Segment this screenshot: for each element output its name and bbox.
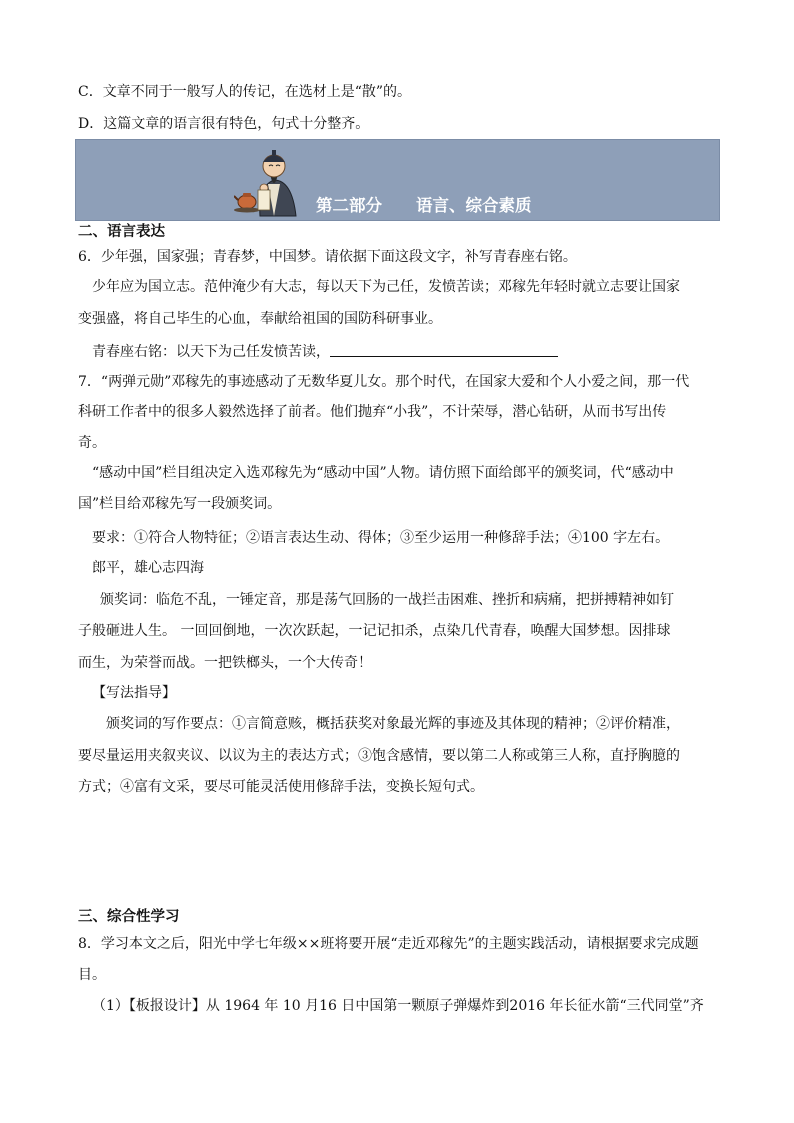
question-8-sub-1: （1）【板报设计】从 1964 年 10 月16 日中国第一颗原子弹爆炸到2016 年长征水箭“三代同堂”齐 — [92, 998, 704, 1014]
section-heading-language: 二、语言表达 — [78, 224, 165, 240]
motto-prompt: 青春座右铭：以天下为己任发愤苦读， — [92, 344, 330, 360]
banner-part: 第二部分 — [316, 196, 382, 215]
section-banner — [75, 139, 720, 221]
question-7-line-4: “感动中国”栏目组决定入选邓稼先为“感动中国”人物。请仿照下面给郎平的颁奖词，代“感动中 — [92, 465, 674, 481]
award-text-2: 子般砸进人生。 一回回倒地，一次次跃起，一记记扣杀，点染几代青春，唤醒大国梦想。因排球 — [78, 623, 671, 639]
writing-guide-3: 方式；④富有文采，要尽可能灵活使用修辞手法，变换长短句式。 — [78, 779, 484, 795]
option-d: D．这篇文章的语言很有特色，句式十分整齐。 — [78, 116, 370, 132]
question-7-line-3: 奇。 — [78, 435, 106, 451]
question-8-line-1: 8．学习本文之后，阳光中学七年级××班将要开展“走近邓稼先”的主题实践活动，请根据要求完成题 — [78, 936, 699, 952]
example-name: 郎平，雄心志四海 — [92, 560, 204, 576]
question-6-stem: 6．少年强，国家强；青春梦，中国梦。请依据下面这段文字，补写青春座右铭。 — [78, 249, 577, 265]
question-6-passage-2: 变强盛，将自己毕生的心血，奉献给祖国的国防科研事业。 — [78, 311, 442, 327]
question-7-line-5: 国”栏目给邓稼先写一段颁奖词。 — [78, 496, 282, 512]
question-7-line-2: 科研工作者中的很多人毅然选择了前者。他们抛弃“小我”，不计荣辱，潜心钻研，从而书写出传 — [78, 404, 667, 420]
banner-title — [316, 192, 532, 216]
question-7-line-1: 7．“两弹元勋”邓稼先的事迹感动了无数华夏儿女。那个时代，在国家大爱和个人小爱之间，那一代 — [78, 374, 690, 390]
answer-blank[interactable] — [330, 342, 558, 357]
writing-guide-2: 要尽量运用夹叙夹议、以议为主的表达方式；③饱含感情，要以第二人称或第三人称，直抒胸臆的 — [78, 748, 680, 764]
award-text-1: 颁奖词：临危不乱，一锤定音，那是荡气回肠的一战拦击困难、挫折和病痛，把拼搏精神如钉 — [100, 592, 674, 608]
award-text-3: 而生，为荣誉而战。一把铁榔头，一个大传奇！ — [78, 655, 372, 671]
question-6-passage-1: 少年应为国立志。范仲淹少有大志，每以天下为己任，发愤苦读；邓稼先年轻时就立志要让国家 — [92, 279, 680, 295]
option-c: C．文章不同于一般写人的传记，在选材上是“散”的。 — [78, 84, 412, 100]
question-7-requirements: 要求：①符合人物特征；②语言表达生动、得体；③至少运用一种修辞手法；④100 字左右。 — [92, 530, 670, 546]
writing-guide-title: 【写法指导】 — [92, 685, 176, 701]
writing-guide-1: 颁奖词的写作要点：①言简意赅，概括获奖对象最光辉的事迹及其体现的精神；②评价精准， — [106, 716, 680, 732]
scholar-icon — [234, 144, 310, 220]
banner-subtitle: 语言、综合素质 — [416, 196, 532, 215]
section-heading-integrated: 三、综合性学习 — [78, 909, 180, 925]
question-6-fill-line — [92, 342, 558, 362]
question-8-line-2: 目。 — [78, 967, 106, 983]
